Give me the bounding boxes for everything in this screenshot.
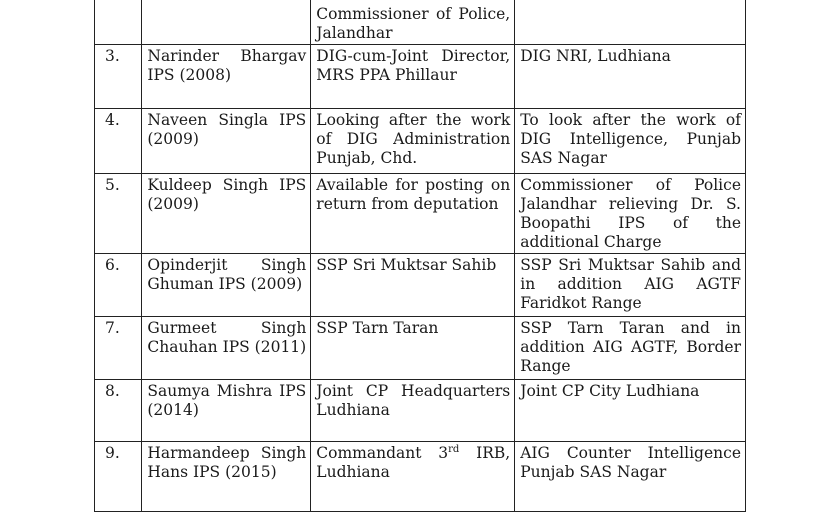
officer-name: Opinderjit Singh Ghuman IPS (2009): [142, 254, 311, 317]
table-row: [95, 254, 746, 317]
officer-name: Harmandeep Singh Hans IPS (2015): [142, 442, 311, 512]
officer-name: Gurmeet Singh Chauhan IPS (2011): [142, 317, 311, 380]
serial-number: 4.: [95, 109, 142, 174]
current-posting: DIG-cum-Joint Director, MRS PPA Phillaur: [311, 45, 515, 109]
new-posting: Commissioner of Police Jalandhar relieving Dr. S. Boopathi IPS of the additional Charge: [515, 174, 746, 254]
posting-text: IRB, Ludhiana: [316, 444, 511, 481]
table-row: [95, 174, 746, 254]
new-posting: SSP Sri Muktsar Sahib and in addition AIG AGTF Faridkot Range: [515, 254, 746, 317]
current-posting: Joint CP Headquarters Ludhiana: [311, 380, 515, 442]
table-row: [95, 45, 746, 109]
officer-name: [142, 0, 311, 45]
table-row: [95, 109, 746, 174]
new-posting: AIG Counter Intelligence Punjab SAS Nagar: [515, 442, 746, 512]
table-row: [95, 442, 746, 512]
serial-number: 9.: [95, 442, 142, 512]
serial-number: 5.: [95, 174, 142, 254]
posting-table: [94, 0, 746, 512]
current-posting: Available for posting on return from deputation: [311, 174, 515, 254]
officer-name: Narinder Bhargav IPS (2008): [142, 45, 311, 109]
officer-name: Kuldeep Singh IPS (2009): [142, 174, 311, 254]
current-posting: Commissioner of Police, Jalandhar: [311, 0, 515, 45]
new-posting: DIG NRI, Ludhiana: [515, 45, 746, 109]
serial-number: 7.: [95, 317, 142, 380]
current-posting: Looking after the work of DIG Administration Punjab, Chd.: [311, 109, 515, 174]
table-row: [95, 317, 746, 380]
ordinal-suffix: rd: [448, 443, 460, 455]
new-posting: SSP Tarn Taran and in addition AIG AGTF, Border Range: [515, 317, 746, 380]
serial-number: [95, 0, 142, 45]
posting-text: Commandant 3: [316, 444, 449, 462]
current-posting: SSP Sri Muktsar Sahib: [311, 254, 515, 317]
current-posting: SSP Tarn Taran: [311, 317, 515, 380]
current-posting: [311, 442, 515, 512]
serial-number: 6.: [95, 254, 142, 317]
officer-name: Naveen Singla IPS (2009): [142, 109, 311, 174]
table-row: [95, 380, 746, 442]
serial-number: 8.: [95, 380, 142, 442]
new-posting: Joint CP City Ludhiana: [515, 380, 746, 442]
table-row: [95, 0, 746, 45]
officer-name: Saumya Mishra IPS (2014): [142, 380, 311, 442]
new-posting: [515, 0, 746, 45]
serial-number: 3.: [95, 45, 142, 109]
new-posting: To look after the work of DIG Intelligence, Punjab SAS Nagar: [515, 109, 746, 174]
